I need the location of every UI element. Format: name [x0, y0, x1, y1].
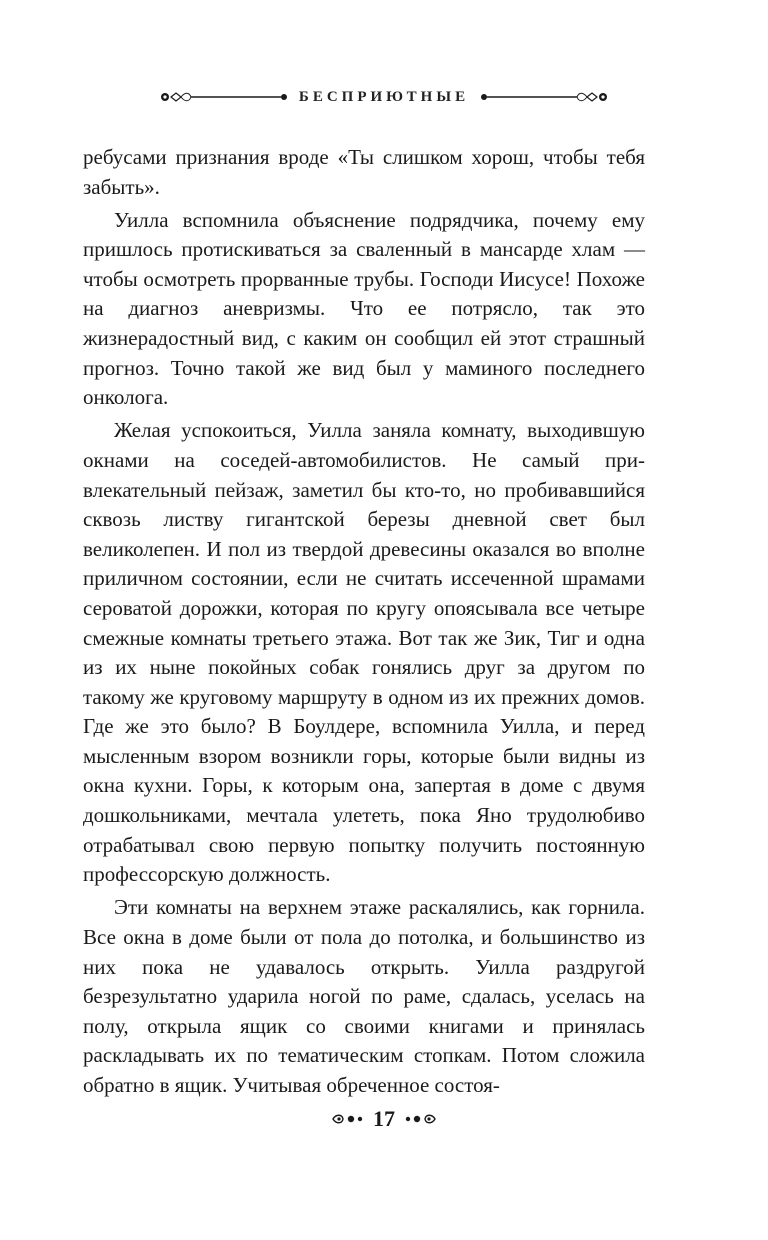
right-flourish-ornament	[479, 88, 609, 106]
paragraph: Эти комнаты на верхнем этаже раскалялись, как горнила. Все окна в доме были от пола до потолка, и большинство из них пока не удавалось открыть. Уилла раздругой безрезультатно ударила ногой по раме, сдалась, уселась на полу, открыла ящик со своими книгами и принялась раскладывать их по тематическим стопкам. Потом сложила обратно в ящик. Учитывая обреченное состоя-	[83, 895, 645, 1097]
page-footer	[0, 1104, 768, 1134]
body-text	[83, 143, 645, 1101]
paragraph: Желая успокоиться, Уилла заняла комнату, выходившую окнами на соседей-автомобилистов. Не самый привлекательный пейзаж, заметил бы кто-то, но пробивавшийся сквозь листву гигантской березы дневной свет был великолепен. И пол из твердой древесины оказался во вполне приличном состоянии, если не считать иссеченной шрамами сероватой дорожки, которая по кругу опоясывала все четыре смежные комнаты третьего этажа. Вот так же Зик, Тиг и одна из их ныне покойных собак гонялись друг за другом по такому же круговому маршруту в одном из их прежних домов. Где же это было? В Боулдере, вспомнила Уилла, и перед мысленным взором возникли горы, которые были видны из окна кухни. Горы, к которым она, запертая в доме с двумя дошкольниками, мечтала улететь, пока Яно трудолюбиво отрабатывал свою первую попытку получить постоянную профессорскую должность.	[83, 418, 645, 887]
right-folio-ornament	[403, 1112, 437, 1126]
left-folio-ornament	[331, 1112, 365, 1126]
paragraph: Уилла вспомнила объяснение подрядчика, почему ему пришлось протискиваться за сваленный в мансарде хлам — чтобы осмотреть прорванные трубы. Господи Иисусе! Похоже на диагноз аневризмы. Что ее потрясло, так это жизнерадостный вид, с каким он сообщил ей этот страшный прогноз. Точно такой же вид был у маминого последнего онколога.	[83, 207, 645, 410]
page-number: 17	[373, 1106, 395, 1131]
paragraph-continued: ребусами признания вроде «Ты слишком хорош, чтобы тебя забыть».	[83, 145, 645, 199]
running-header	[0, 84, 768, 110]
running-title: БЕСПРИЮТНЫЕ	[298, 88, 470, 105]
left-flourish-ornament	[159, 88, 289, 106]
